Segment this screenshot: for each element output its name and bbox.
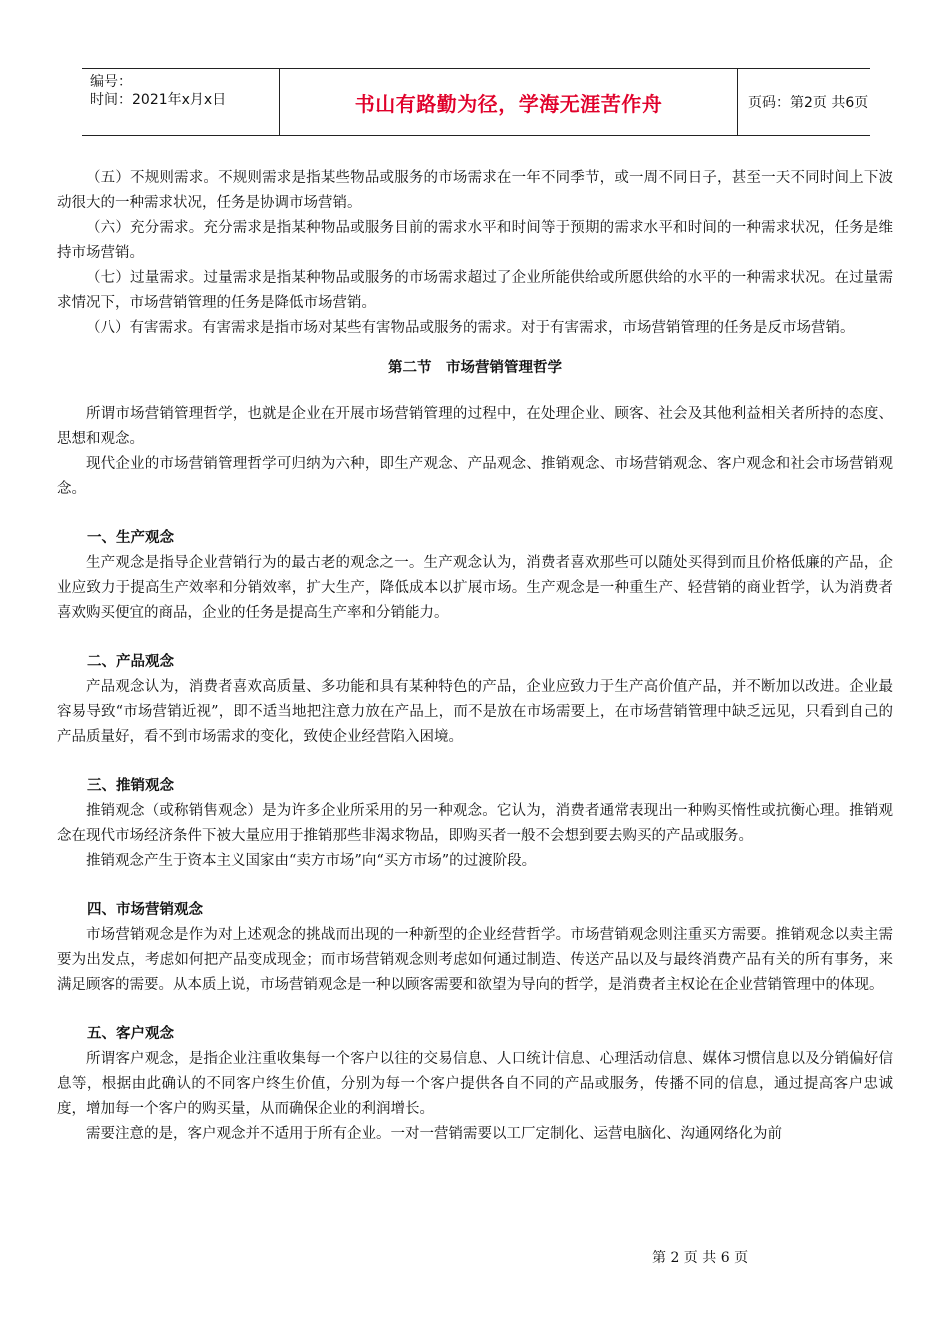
paragraph: 需要注意的是，客户观念并不适用于所有企业。一对一营销需要以工厂定制化、运营电脑化、沟通网络化为前 — [86, 1126, 782, 1142]
header-page-label: 页码：第2页 共6页 — [748, 95, 869, 111]
paragraph: 产品观念认为，消费者喜欢高质量、多功能和具有某种特色的产品，企业应致力于生产高价值产品，并不断加以改进。企业最容易导致“市场营销近视”，即不适当地把注意力放在产品上，而不是放在市场需要上，在市场营销管理中缺乏远见，只看到自己的产品质量好，看不到市场需求的变化，致使企业经营陷入困境。 — [57, 679, 893, 745]
intro-paragraph: 所谓市场营销管理哲学，也就是企业在开展市场营销管理的过程中，在处理企业、顾客、社会及其他利益相关者所持的态度、思想和观念。 — [57, 406, 893, 447]
subsection-heading: 四、市场营销观念 — [87, 902, 203, 918]
paragraph: （六）充分需求。充分需求是指某种物品或服务目前的需求水平和时间等于预期的需求水平和时间的一种需求状况，任务是维持市场营销。 — [57, 220, 893, 261]
paragraph: （七）过量需求。过量需求是指某种物品或服务的市场需求超过了企业所能供给或所愿供给的水平的一种需求状况。在过量需求情况下，市场营销管理的任务是降低市场营销。 — [57, 270, 893, 311]
paragraph: 市场营销观念是作为对上述观念的挑战而出现的一种新型的企业经营哲学。市场营销观念则注重买方需要。推销观念以卖主需要为出发点，考虑如何把产品变成现金；而市场营销观念则考虑如何通过制造、传送产品以及与最终消费产品有关的所有事务，来满足顾客的需要。从本质上说，市场营销观念是一种以顾客需要和欲望为导向的哲学，是消费者主权论在企业营销管理中的体现。 — [57, 927, 893, 993]
page-footer: 第 2 页 共 6 页 — [652, 1250, 749, 1266]
time-label: 时间：2021年x月x日 — [90, 92, 227, 108]
paragraph: （五）不规则需求。不规则需求是指某些物品或服务的市场需求在一年不同季节，或一周不同日子，甚至一天不同时间上下波动很大的一种需求状况，任务是协调市场营销。 — [57, 170, 893, 211]
paragraph: 生产观念是指导企业营销行为的最古老的观念之一。生产观念认为，消费者喜欢那些可以随处买得到而且价格低廉的产品，企业应致力于提高生产效率和分销效率，扩大生产，降低成本以扩展市场。生产观念是一种重生产、轻营销的商业哲学，认为消费者喜欢购买便宜的商品，企业的任务是提高生产率和分销能力。 — [57, 555, 893, 621]
subsection-heading: 五、客户观念 — [87, 1026, 174, 1042]
section-title: 第二节 市场营销管理哲学 — [388, 360, 562, 376]
document-body — [57, 166, 893, 1147]
paragraph: （八）有害需求。有害需求是指市场对某些有害物品或服务的需求。对于有害需求，市场营销管理的任务是反市场营销。 — [86, 320, 855, 336]
paragraph: 所谓客户观念，是指企业注重收集每一个客户以往的交易信息、人口统计信息、心理活动信息、媒体习惯信息以及分销偏好信息等，根据由此确认的不同客户终生价值，分别为每一个客户提供各自不同的产品或服务，传播不同的信息，通过提高客户忠诚度，增加每一个客户的购买量，从而确保企业的利润增长。 — [57, 1051, 893, 1117]
intro-paragraph: 现代企业的市场营销管理哲学可归纳为六种，即生产观念、产品观念、推销观念、市场营销观念、客户观念和社会市场营销观念。 — [57, 456, 893, 497]
header-motto: 书山有路勤为径，学海无涯苦作舟 — [280, 69, 738, 135]
number-label: 编号： — [90, 74, 132, 90]
header-table — [82, 68, 870, 136]
header-meta-cell — [82, 69, 280, 135]
paragraph: 推销观念（或称销售观念）是为许多企业所采用的另一种观念。它认为，消费者通常表现出一种购买惰性或抗衡心理。推销观念在现代市场经济条件下被大量应用于推销那些非渴求物品，即购买者一般不会想到要去购买的产品或服务。 — [57, 803, 893, 844]
subsection-heading: 二、产品观念 — [87, 654, 174, 670]
subsection-heading: 三、推销观念 — [87, 778, 174, 794]
subsection-heading: 一、生产观念 — [87, 530, 174, 546]
paragraph: 推销观念产生于资本主义国家由“卖方市场”向“买方市场”的过渡阶段。 — [86, 853, 537, 869]
